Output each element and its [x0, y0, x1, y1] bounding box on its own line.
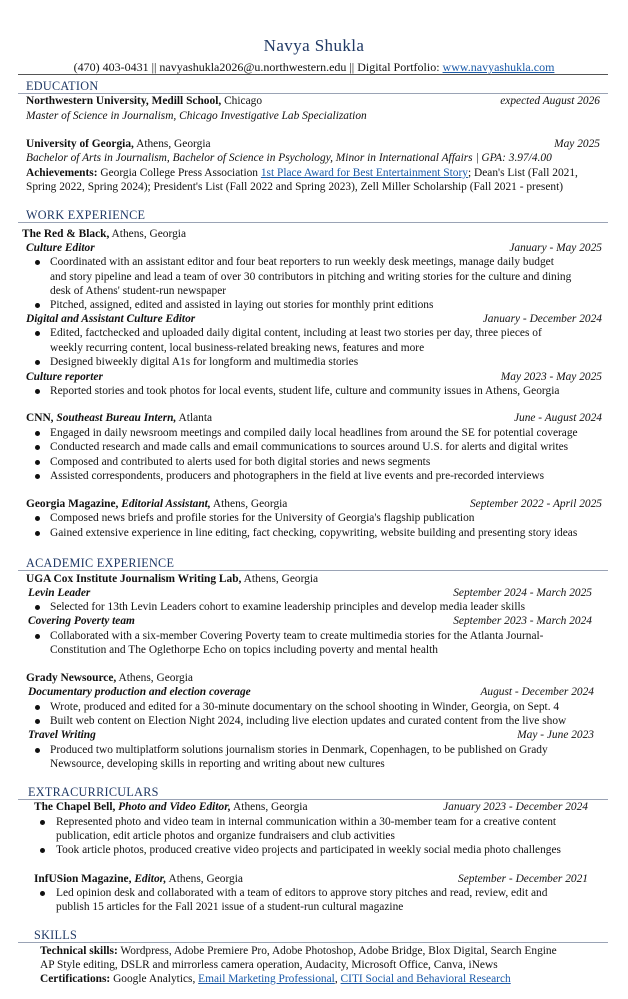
org-location: Athens, Georgia [166, 873, 243, 885]
bullet-line: Coordinated with an assistant editor and four beat reporters to run weekly desk meetings, manage daily budget [50, 256, 554, 268]
org-name: InfUSion Magazine, [34, 873, 132, 885]
org-name: CNN, [26, 412, 54, 424]
bullet-line: Took article photos, produced creative video projects and participated in weekly social media photo challenges [56, 844, 561, 856]
bullet-line: Represented photo and video team in internal communication within a 30-member team for a creative content [56, 816, 557, 828]
bullet-line: Designed biweekly digital A1s for longform and multimedia stories [50, 356, 359, 368]
role-title: Covering Poverty team [28, 615, 135, 627]
role-title: Digital and Assistant Culture Editor [26, 313, 196, 325]
section-divider [18, 222, 608, 223]
role-title: Photo and Video Editor, [115, 801, 231, 813]
org-infusion-magazine [34, 872, 243, 887]
separator: , [334, 973, 341, 985]
org-location: Athens, Georgia [116, 672, 193, 684]
email-address: navyashukla2026@u.northwestern.edu [159, 60, 347, 74]
education-uga [26, 137, 211, 152]
portfolio-label: || Digital Portfolio: [346, 60, 443, 74]
bullet-icon [40, 891, 45, 896]
bullet-line: Edited, factchecked and uploaded daily digital content, including at least two stories per day, three pieces of [50, 327, 542, 339]
bullet-line: Newsource, developing skills in reporting and writing about new cultures [50, 758, 385, 770]
achievements-label: Achievements: [26, 167, 98, 179]
bullet-line: Engaged in daily newsroom meetings and compiled daily local headlines from around the SE for potential coverage [50, 427, 578, 439]
section-divider [18, 942, 608, 943]
bullet-icon [35, 605, 40, 610]
role-date: August - December 2024 [480, 686, 594, 698]
bullet-line: Built web content on Election Night 2024, including live election updates and curated content from the live show [50, 715, 567, 727]
org-location: Atlanta [176, 412, 213, 424]
section-title-education: EDUCATION [26, 79, 99, 93]
bullet-line: publication, edit article photos and organize fundraisers and club activities [56, 830, 395, 842]
role-date: September 2022 - April 2025 [469, 498, 602, 510]
achievements-text: Georgia College Press Association [97, 167, 261, 179]
role-title: Levin Leader [28, 587, 91, 599]
bullet-icon [35, 516, 40, 521]
school-name: University of Georgia, [26, 138, 134, 150]
header-divider [18, 74, 608, 75]
bullet-line: Produced two multiplatform solutions journalism stories in Denmark, Copenhagen, to be published on Grady [50, 744, 548, 756]
role-date: May 2023 - May 2025 [500, 371, 602, 383]
role-date: September 2024 - March 2025 [453, 587, 592, 599]
bullet-icon [35, 474, 40, 479]
school-name: Northwestern University, Medill School, [26, 95, 222, 107]
role-title: Culture Editor [26, 242, 95, 254]
bullet-icon [35, 719, 40, 724]
bullet-icon [35, 460, 40, 465]
org-cox-institute [26, 572, 318, 587]
role-title: Documentary production and election coverage [28, 686, 251, 698]
section-title-extracurriculars: EXTRACURRICULARS [28, 785, 159, 799]
bullet-icon [35, 360, 40, 365]
org-name: Georgia Magazine, [26, 498, 119, 510]
education-date: expected August 2026 [500, 95, 600, 107]
bullet-line: Composed news briefs and profile stories for the University of Georgia's flagship publication [50, 512, 475, 524]
bullet-line: desk of Athens' student-run newspaper [50, 285, 227, 297]
school-location: Chicago [221, 95, 263, 107]
certifications-label: Certifications: [40, 973, 111, 985]
section-divider [18, 570, 608, 571]
certification-link-email-marketing[interactable]: Email Marketing Professional [198, 973, 335, 985]
bullet-icon [35, 748, 40, 753]
role-date: September 2023 - March 2024 [453, 615, 592, 627]
bullet-icon [35, 331, 40, 336]
bullet-line: Reported stories and took photos for local events, student life, culture and community issues in Athens, Georgia [50, 385, 560, 397]
technical-skills-line-2: AP Style editing, DSLR and mirrorless camera operation, Audacity, Microsoft Office, Canva, iNews [40, 959, 498, 971]
education-date: May 2025 [554, 138, 600, 150]
separator: || [148, 60, 160, 74]
role-date: January - May 2025 [509, 242, 602, 254]
org-location: Athens, Georgia [210, 498, 288, 510]
bullet-line: Constitution and The Oglethorpe Echo on topics including poverty and mental health [50, 644, 438, 656]
role-date: January - December 2024 [482, 313, 602, 325]
org-name: The Red & Black, [22, 228, 110, 240]
bullet-line: Collaborated with a six-member Covering Poverty team to create multimedia stories for the Atlanta Journal- [50, 630, 544, 642]
certification-link-citi[interactable]: CITI Social and Behavioral Research [340, 973, 511, 985]
org-georgia-magazine [26, 497, 287, 512]
bullet-icon [40, 848, 45, 853]
degree: Master of Science in Journalism, Chicago Investigative Lab Specialization [26, 110, 367, 122]
org-location: Athens, Georgia [241, 573, 319, 585]
role-title: Travel Writing [28, 729, 96, 741]
bullet-line: Selected for 13th Levin Leaders cohort to examine leadership principles and develop media leader skills [50, 601, 526, 613]
role-title: Culture reporter [26, 371, 103, 383]
bullet-icon [35, 389, 40, 394]
bullet-line: weekly recurring content, local business-related breaking news, features and more [50, 342, 425, 354]
org-name: UGA Cox Institute Journalism Writing Lab, [26, 573, 242, 585]
contact-line [0, 60, 628, 75]
section-title-skills: SKILLS [34, 928, 78, 942]
role-title: Editor, [131, 873, 167, 885]
certifications-text: Google Analytics, [110, 973, 199, 985]
bullet-line: Led opinion desk and collaborated with a team of editors to approve story pitches and read, review, edit and [56, 887, 548, 899]
bullet-line: Conducted research and made calls and email communications to sources around U.S. for alerts and digital writes [50, 441, 569, 453]
org-grady-newsource [26, 671, 193, 686]
achievements [26, 166, 578, 181]
bullet-line: Assisted correspondents, producers and photographers in the field at live events and pre-recorded interviews [50, 470, 545, 482]
role-title: Southeast Bureau Intern, [53, 412, 177, 424]
org-name: Grady Newsource, [26, 672, 117, 684]
bullet-line: publish 15 articles for the Fall 2021 issue of a student-run cultural magazine [56, 901, 404, 913]
role-date: January 2023 - December 2024 [443, 801, 588, 813]
bullet-icon [35, 431, 40, 436]
bullet-line: Composed and contributed to alerts used for both digital stories and news segments [50, 456, 431, 468]
certifications [40, 972, 511, 987]
bullet-icon [35, 531, 40, 536]
bullet-icon [35, 303, 40, 308]
org-cnn [26, 411, 212, 426]
role-date: June - August 2024 [513, 412, 602, 424]
role-date: May - June 2023 [517, 729, 594, 741]
bullet-icon [35, 260, 40, 265]
bullet-icon [35, 705, 40, 710]
technical-skills [40, 944, 557, 959]
portfolio-link[interactable]: www.navyashukla.com [442, 60, 555, 74]
award-link[interactable]: 1st Place Award for Best Entertainment Story [260, 167, 468, 179]
bullet-line: Pitched, assigned, edited and assisted in laying out stories for monthly print editions [50, 299, 434, 311]
bullet-line: Wrote, produced and edited for a 30-minute documentary on the school shooting in Winder, Georgia, on Sept. 4 [50, 701, 560, 713]
bullet-icon [40, 820, 45, 825]
phone-number: (470) 403-0431 [73, 60, 149, 74]
candidate-name: Navya Shukla [263, 36, 365, 55]
org-location: Athens, Georgia [230, 801, 308, 813]
bullet-line: Gained extensive experience in line editing, fact checking, copywriting, website building and presenting story ideas [50, 527, 578, 539]
role-title: Editorial Assistant, [118, 498, 211, 510]
section-title-academic: ACADEMIC EXPERIENCE [26, 556, 175, 570]
technical-skills-label: Technical skills: [40, 945, 118, 957]
bullet-icon [35, 634, 40, 639]
school-location: Athens, Georgia [133, 138, 211, 150]
bullet-line: and story pipeline and lead a team of over 30 contributors in pitching and writing stories for the culture and dining [50, 271, 572, 283]
degree: Bachelor of Arts in Journalism, Bachelor of Science in Psychology, Minor in International Affairs | GPA: 3.97/4.00 [26, 152, 552, 164]
role-date: September - December 2021 [458, 873, 588, 885]
org-chapel-bell [34, 800, 308, 815]
technical-skills-text: Wordpress, Adobe Premiere Pro, Adobe Photoshop, Adobe Bridge, Blox Digital, Search Engine [117, 945, 557, 957]
section-title-work: WORK EXPERIENCE [26, 208, 146, 222]
org-red-and-black [22, 227, 186, 242]
org-location: Athens, Georgia [109, 228, 187, 240]
bullet-icon [35, 445, 40, 450]
achievements-line-2: Spring 2022, Spring 2024); President's List (Fall 2022 and Spring 2023), Zell Miller Scholarship (Fall 2021 - present) [26, 181, 564, 193]
achievements-text: ; Dean's List (Fall 2021, [467, 167, 578, 179]
org-name: The Chapel Bell, [34, 801, 116, 813]
education-northwestern [26, 94, 262, 109]
